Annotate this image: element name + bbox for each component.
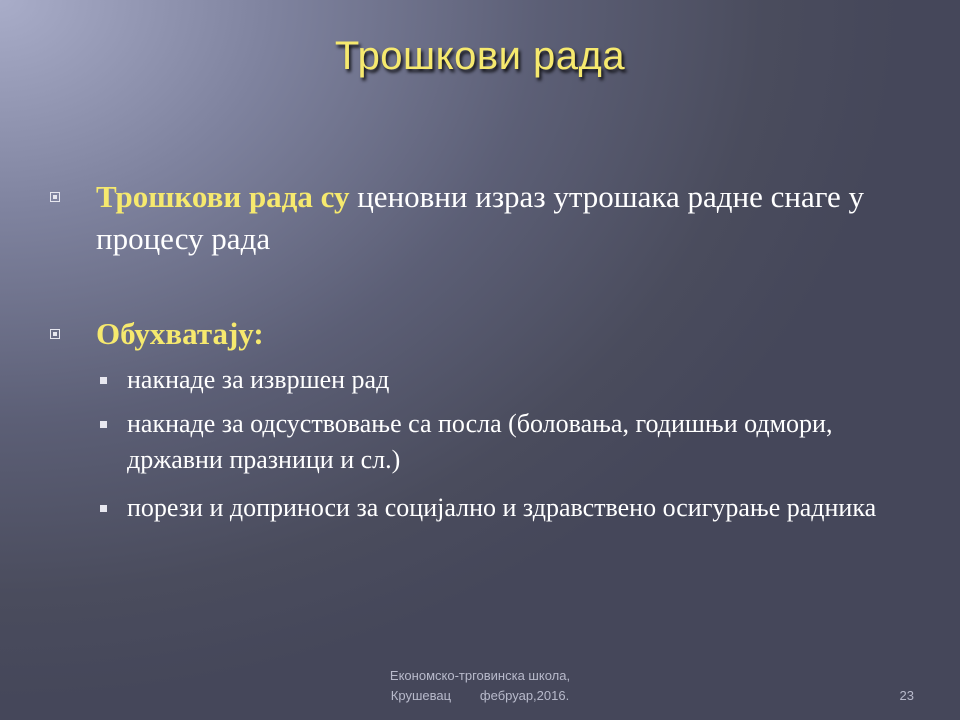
bullet-text [96, 313, 920, 355]
sub-bullet-text: накнаде за извршен рад [127, 365, 390, 394]
bullet-highlight: Трошкови рада су [96, 179, 350, 214]
small-square-bullet-icon [100, 377, 107, 384]
square-bullet-icon [50, 192, 60, 202]
sub-bullet-3 [100, 490, 920, 526]
sub-bullet-2 [100, 406, 920, 478]
bullet-highlight: Обухватају: [96, 316, 264, 351]
sub-bullet-text: порези и доприноси за социјално и здравствено осигурање радника [127, 493, 877, 522]
sub-bullet-1 [100, 362, 920, 398]
slide-title: Трошкови рада [334, 34, 626, 78]
footer-line-school: Економско-трговинска школа, [389, 668, 571, 683]
slide-footer [340, 666, 620, 706]
bullet-definition [50, 176, 920, 260]
page-number: 23 [899, 688, 914, 703]
footer-line-date: Крушевац фебруар,2016. [390, 688, 570, 703]
small-square-bullet-icon [100, 505, 107, 512]
small-square-bullet-icon [100, 421, 107, 428]
sub-bullet-text: накнаде за одсуствовање са посла (боловања, годишњи одмори, државни празници и сл.) [127, 409, 833, 474]
bullet-text [96, 176, 920, 260]
bullet-body: ценовни израз утрошака радне снаге у процесу рада [96, 179, 865, 256]
bullet-includes [50, 313, 920, 355]
square-bullet-icon [50, 329, 60, 339]
